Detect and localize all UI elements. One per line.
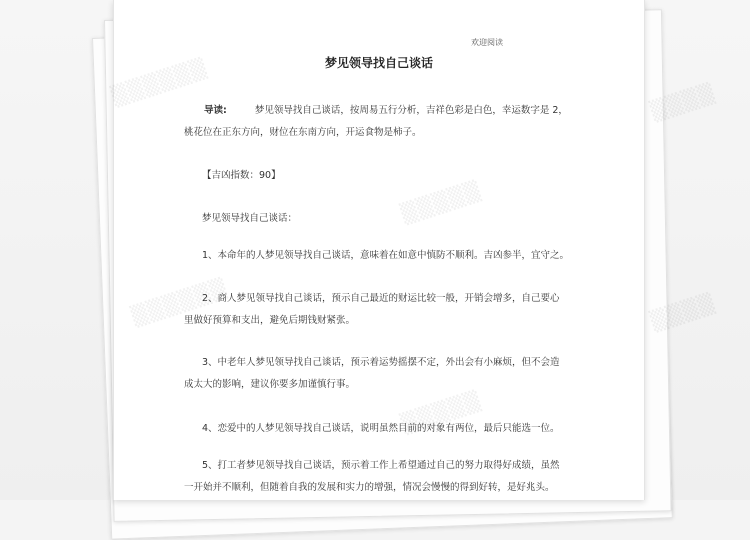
paragraph-1: 1、本命年的人梦见领导找自己谈话，意味着在如意中慎防不顺利。吉凶参半，宜守之。 — [202, 250, 570, 261]
intro-text-continued: 桃花位在正东方向，财位在东南方向，开运食物是柿子。 — [184, 127, 422, 138]
paragraph-2-line-2: 里做好预算和支出，避免后期钱财紧张。 — [184, 315, 356, 326]
document-title: 梦见领导找自己谈话 — [324, 56, 433, 70]
document-page — [113, 0, 645, 500]
intro-label: 导读: — [204, 105, 227, 116]
paragraph-4: 4、恋爱中的人梦见领导找自己谈话，说明虽然目前的对象有两位，最后只能选一位。 — [202, 423, 560, 434]
watermark-mark: ▒▒▒▒ — [647, 290, 718, 334]
paragraph-3-line-1: 3、中老年人梦见领导找自己谈话，预示着运势摇摆不定，外出会有小麻烦，但不会造 — [202, 357, 560, 368]
paragraph-2-line-1: 2、商人梦见领导找自己谈话，预示自己最近的财运比较一般，开销会增多，自己要心 — [202, 293, 560, 304]
paragraph-5-line-2: 一开始并不顺利，但随着自我的发展和实力的增强，情况会慢慢的得到好转，是好兆头。 — [184, 482, 555, 493]
section-heading: 梦见领导找自己谈话： — [202, 213, 298, 224]
paragraph-5-line-1: 5、打工者梦见领导找自己谈话，预示着工作上希望通过自己的努力取得好成绩，虽然 — [202, 460, 560, 471]
fortune-score: 【吉凶指数：90】 — [202, 170, 281, 181]
watermark-mark: ▒▒▒▒ — [647, 80, 718, 124]
header-note: 欢迎阅读 — [471, 38, 503, 47]
intro-text: 梦见领导找自己谈话，按周易五行分析，吉祥色彩是白色，幸运数字是 2， — [254, 105, 568, 116]
paragraph-3-line-2: 成太大的影响，建议你要多加谨慎行事。 — [184, 379, 356, 390]
intro-line — [204, 100, 624, 121]
